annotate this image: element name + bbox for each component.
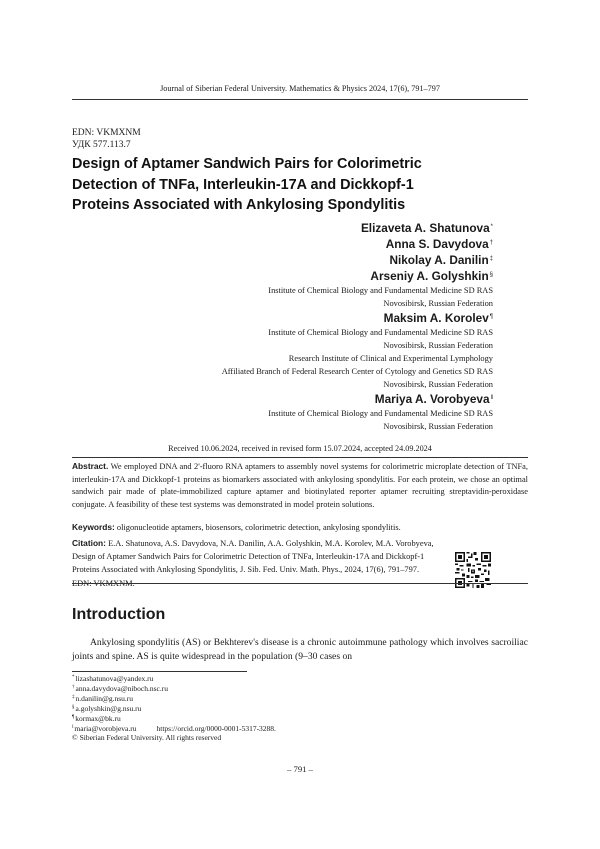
email-link[interactable]: lizashatunova@yandex.ru	[75, 674, 154, 683]
footnote: ‖maria@vorobjeva.ru https://orcid.org/0000-0001-5317-3288.	[72, 723, 276, 733]
citation-text: E.A. Shatunova, A.S. Davydova, N.A. Danilin, A.A. Golyshkin, M.A. Korolev, M.A. Vorobyeva, Design of Aptamer Sandwich Pairs for Colorimetric Detection of TNFa, Interleukin-17A and Dickkopf-1 Proteins Associated with Ankylosing Spondylitis, J. Sib. Fed. Univ. Math. Phys., 2024, 17(6), 791–797. EDN: VKMXNM.	[72, 539, 434, 588]
footnote: †anna.davydova@niboch.nsc.ru	[72, 683, 169, 693]
author-name: Anna S. Davydova†	[385, 237, 493, 251]
identifiers	[72, 127, 141, 151]
header-rule	[72, 99, 528, 100]
udc-line: УДК 577.113.7	[72, 140, 131, 150]
affiliation: Institute of Chemical Biology and Fundamental Medicine SD RAS	[268, 328, 493, 337]
author-name: Mariya A. Vorobyeva‖	[374, 392, 493, 406]
title-line: Proteins Associated with Ankylosing Spondylitis	[72, 197, 406, 213]
footnote: *lizashatunova@yandex.ru	[72, 674, 154, 683]
orcid-link[interactable]: https://orcid.org/0000-0001-5317-3288.	[156, 723, 276, 733]
abstract-top-rule	[72, 457, 528, 458]
affiliation-location: Novosibirsk, Russian Federation	[383, 299, 493, 308]
introduction-paragraph: Ankylosing spondylitis (AS) or Bekhterev's disease is a chronic autoimmune pathology which involves sacroiliac joints and spine. AS is quite widespread in the population (9–30 cases on	[72, 637, 528, 662]
abstract-bottom-rule	[72, 583, 528, 584]
authors-and-affiliations	[222, 220, 493, 433]
email-link[interactable]: anna.davydova@niboch.nsc.ru	[75, 683, 169, 693]
email-link[interactable]: kormax@bk.ru	[75, 713, 121, 723]
affiliation-location: Novosibirsk, Russian Federation	[383, 341, 493, 350]
email-link[interactable]: a.golyshkin@g.nsu.ru	[75, 703, 142, 713]
received-dates: Received 10.06.2024, received in revised form 15.07.2024, accepted 24.09.2024	[168, 444, 432, 453]
footnote: §a.golyshkin@g.nsu.ru	[72, 703, 142, 713]
article-title	[72, 154, 532, 216]
section-heading: Introduction	[72, 606, 166, 623]
abstract-label: Abstract.	[72, 461, 109, 471]
abstract-text: We employed DNA and 2'-fluoro RNA aptamers to assembly novel systems for colorimetric microplate detection of TNFa, interleukin-17A and Dickkopf-1 proteins as biomarkers associated with ankylosing spondylitis. For each protein, we chose an optimal sandwich pair made of plate-immobilized capture aptamer and biotinylated reporter aptamer recruiting streptavidin-peroxidase conjugate. A feasibility of these test systems was demonstrated in model protein solutions.	[72, 462, 528, 509]
footnotes	[72, 674, 276, 743]
affiliation-location: Novosibirsk, Russian Federation	[383, 380, 493, 389]
citation	[72, 537, 438, 590]
footnote-rule	[72, 671, 247, 672]
author-name: Maksim A. Korolev¶	[383, 311, 493, 325]
edn-line: EDN: VKMXNM	[72, 128, 141, 138]
affiliation: Research Institute of Clinical and Experimental Lymphology	[288, 354, 493, 363]
affiliation: Institute of Chemical Biology and Fundamental Medicine SD RAS	[268, 409, 493, 418]
abstract	[72, 460, 528, 511]
author-name: Nikolay A. Danilin‡	[389, 253, 493, 267]
author-name: Elizaveta A. Shatunova*	[360, 221, 493, 235]
footnote: ‡n.danilin@g.nsu.ru	[72, 693, 134, 703]
keywords	[72, 521, 528, 534]
keywords-label: Keywords:	[72, 522, 115, 532]
footnote: ¶kormax@bk.ru	[72, 713, 121, 723]
email-link[interactable]: n.danilin@g.nsu.ru	[75, 693, 134, 703]
title-line: Design of Aptamer Sandwich Pairs for Colorimetric	[72, 156, 422, 172]
affiliation: Institute of Chemical Biology and Fundamental Medicine SD RAS	[268, 286, 493, 295]
email-link[interactable]: maria@vorobjeva.ru	[74, 723, 137, 733]
citation-label: Citation:	[72, 538, 106, 548]
title-line: Detection of TNFa, Interleukin-17A and Dickkopf-1	[72, 176, 414, 193]
author-name: Arseniy A. Golyshkin§	[370, 269, 493, 283]
page-number: – 791 –	[287, 764, 313, 774]
affiliation: Affiliated Branch of Federal Research Center of Cytology and Genetics SD RAS	[221, 367, 493, 376]
affiliation-location: Novosibirsk, Russian Federation	[383, 422, 493, 431]
keywords-text: oligonucleotide aptamers, biosensors, colorimetric detection, ankylosing spondylitis.	[116, 523, 401, 532]
copyright-notice: © Siberian Federal University. All rights reserved	[72, 733, 222, 743]
running-head: Journal of Siberian Federal University. Mathematics & Physics 2024, 17(6), 791–797	[160, 84, 440, 93]
